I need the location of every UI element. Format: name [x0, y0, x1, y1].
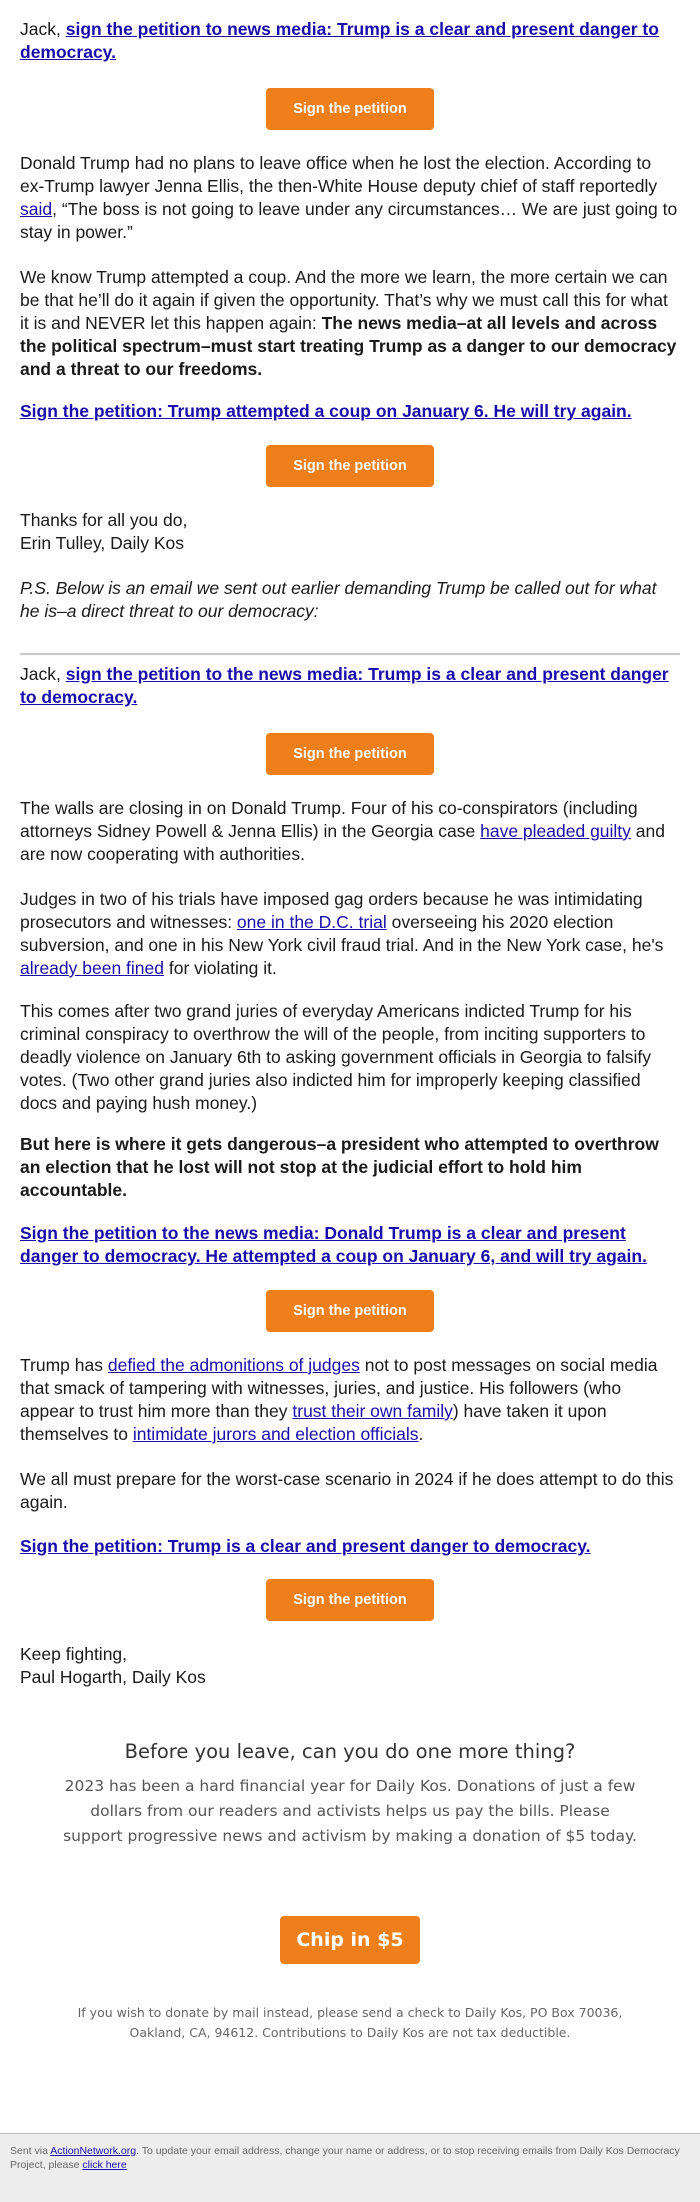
- footer: [0, 2133, 700, 2202]
- footer-text: Sent via ActionNetwork.org. To update your email address, change your name or address, or to stop receiving emails from Daily Kos Democracy Project, please click here: [10, 2145, 680, 2171]
- donate-by-mail-note: If you wish to donate by mail instead, please send a check to Daily Kos, PO Box 70036, Oakland, CA, 94612. Contributions to Daily Kos are not tax deductible.: [77, 2005, 623, 2040]
- paragraph-gag-orders: Judges in two of his trials have imposed gag orders because he was intimidating prosecutors and witnesses: one in the D.C. trial overseeing his 2020 election subversion, and one in his New York civil fraud trial. And in the New York case, he's already been fined for violating it.: [20, 889, 664, 978]
- paragraph-walls: The walls are closing in on Donald Trump. Four of his co-conspirators (including attorneys Sidney Powell & Jenna Ellis) in the Georgia case have pleaded guilty and are now cooperating with authorities.: [20, 798, 665, 864]
- intro-paragraph: Jack, sign the petition to news media: Trump is a clear and present danger to democracy.: [20, 19, 659, 62]
- ps-note: P.S. Below is an email we sent out earlier demanding Trump be called out for what he is–a direct threat to our democracy:: [20, 578, 657, 621]
- paragraph-coup: We know Trump attempted a coup. And the more we learn, the more certain we can be that he’ll do it again if given the opportunity. That’s why we must call this for what it is and NEVER let this happen again: The news media–at all levels and across the political spectrum–must start treating Trump as a danger to our democracy and a threat to our freedoms.: [20, 267, 677, 379]
- sign-petition-button-2[interactable]: Sign the petition: [266, 445, 434, 487]
- bold-statement: The news media–at all levels and across the political spectrum–must start treating Trump as a danger to our democracy and a threat to our freedoms.: [20, 313, 677, 379]
- signoff-paul: Keep fighting, Paul Hogarth, Daily Kos: [20, 1644, 206, 1687]
- chip-in-button[interactable]: Chip in $5: [280, 1916, 420, 1964]
- petition-link-4[interactable]: Sign the petition to the news media: Donald Trump is a clear and present danger to democracy. He attempted a coup on January 6, and will try again.: [20, 1223, 647, 1266]
- actionnetwork-link[interactable]: ActionNetwork.org: [50, 2145, 137, 2157]
- paragraph-defied: Trump has defied the admonitions of judges not to post messages on social media that smack of tampering with witnesses, juries, and justice. His followers (who appear to trust him more than they trust their own family) have taken it upon themselves to intimidate jurors and election officials.: [20, 1355, 658, 1444]
- petition-link-2[interactable]: Sign the petition: Trump attempted a coup on January 6. He will try again.: [20, 401, 632, 421]
- petition-paragraph-4: [20, 1222, 680, 1268]
- trust-family-link[interactable]: trust their own family: [292, 1401, 453, 1421]
- sign-petition-button-5[interactable]: Sign the petition: [266, 1579, 434, 1621]
- divider: [20, 653, 680, 655]
- paragraph-dangerous: But here is where it gets dangerous–a president who attempted to overthrow an election that he lost will not stop at the judicial effort to hold him accountable.: [20, 1134, 659, 1200]
- petition-paragraph-2: [20, 400, 680, 423]
- petition-link-5[interactable]: Sign the petition: Trump is a clear and present danger to democracy.: [20, 1536, 591, 1556]
- paragraph-grand-juries: This comes after two grand juries of everyday Americans indicted Trump for his criminal conspiracy to overthrow the will of the people, from inciting supporters to deadly violence on January 6th to asking government officials in Georgia to falsify votes. (Two other grand juries also indicted him for improperly keeping classified docs and paying hush money.): [20, 1001, 652, 1113]
- intro-paragraph-2: Jack, sign the petition to the news media: Trump is a clear and present danger to democracy.: [20, 664, 669, 707]
- donate-body: 2023 has been a hard financial year for Daily Kos. Donations of just a few dollars from our readers and activists helps us pay the bills. Please support progressive news and activism by making a donation of $5 today.: [63, 1777, 637, 1845]
- donate-heading: Before you leave, can you do one more thing?: [124, 1740, 576, 1763]
- paragraph-prepare: We all must prepare for the worst-case scenario in 2024 if he does attempt to do this again.: [20, 1469, 674, 1512]
- petition-link-1[interactable]: sign the petition to news media: Trump is a clear and present danger to democracy.: [20, 19, 659, 62]
- dc-trial-link[interactable]: one in the D.C. trial: [236, 912, 387, 932]
- signoff-erin: Thanks for all you do, Erin Tulley, Daily Kos: [20, 510, 188, 553]
- defied-judges-link[interactable]: defied the admonitions of judges: [107, 1355, 360, 1375]
- intimidate-jurors-link[interactable]: intimidate jurors and election officials: [132, 1424, 419, 1444]
- sign-petition-button-4[interactable]: Sign the petition: [266, 1290, 434, 1332]
- sign-petition-button-3[interactable]: Sign the petition: [266, 733, 434, 775]
- already-fined-link[interactable]: already been fined: [20, 958, 164, 978]
- said-link[interactable]: said: [20, 199, 53, 219]
- petition-link-3[interactable]: sign the petition to the news media: Trump is a clear and present danger to democracy.: [20, 664, 669, 707]
- petition-paragraph-5: [20, 1535, 680, 1558]
- sign-petition-button-1[interactable]: Sign the petition: [266, 88, 434, 130]
- unsubscribe-link[interactable]: click here: [82, 2159, 127, 2171]
- pleaded-guilty-link[interactable]: have pleaded guilty: [480, 821, 631, 841]
- paragraph-ellis: Donald Trump had no plans to leave office when he lost the election. According to ex-Trump lawyer Jenna Ellis, the then-White House deputy chief of staff reportedly said, “The boss is not going to leave under any circumstances… We are just going to stay in power.”: [20, 153, 678, 242]
